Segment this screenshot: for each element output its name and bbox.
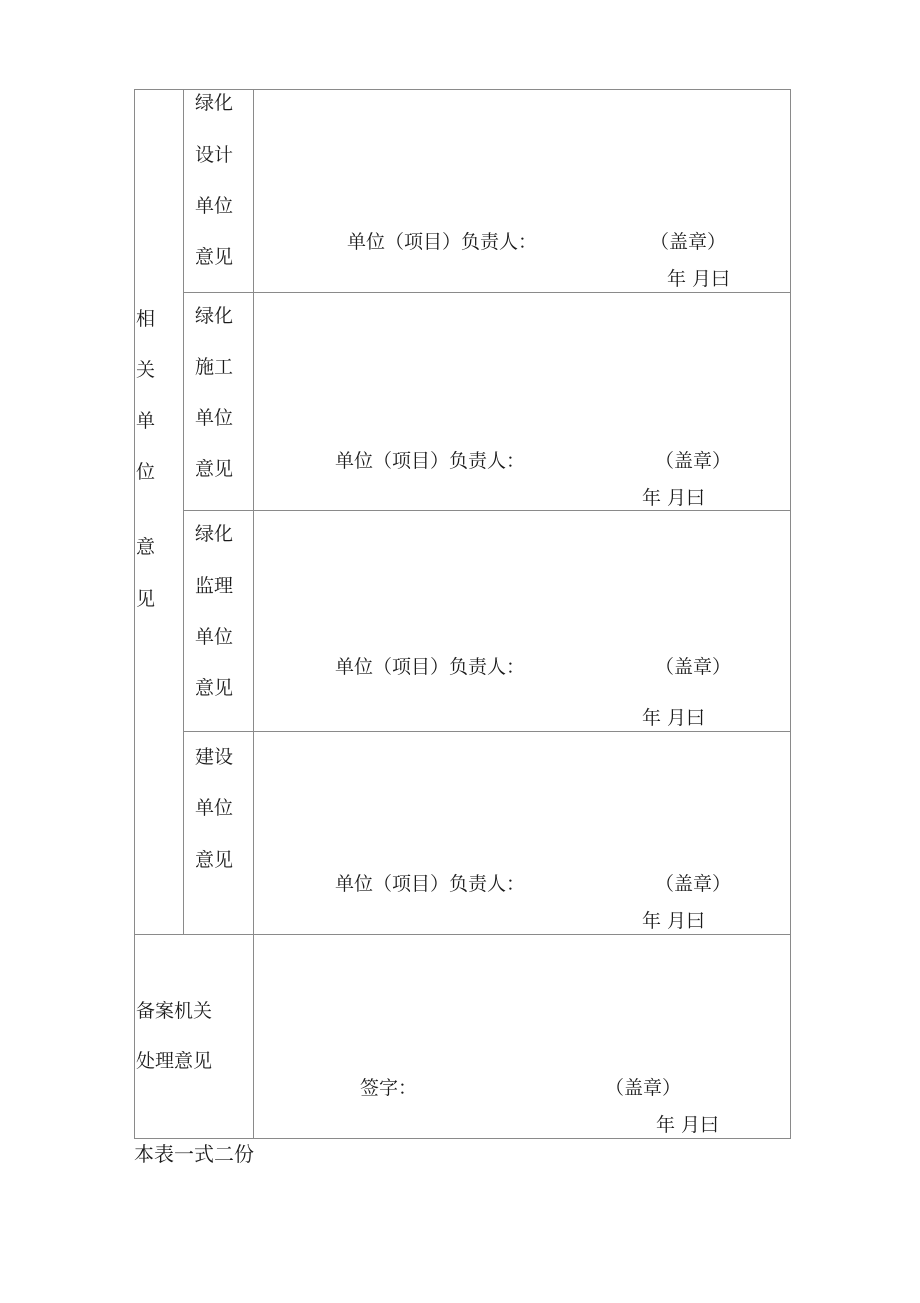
footer-note: 本表一式二份 (134, 1142, 254, 1166)
section-label-line: 意见 (195, 849, 234, 871)
date-label: 年 月曰 (667, 268, 731, 290)
section-label-line: 建设 (195, 746, 234, 768)
section-label-line: 绿化 (195, 305, 234, 327)
table-left-border (134, 89, 135, 1139)
date-label: 年 月曰 (642, 487, 706, 509)
section-label-line: 监理 (195, 575, 234, 597)
table-top-border (134, 89, 791, 90)
signer-label: 单位（项目）负责人： (335, 873, 526, 895)
signer-label: 单位（项目）负责人： (347, 231, 538, 253)
group-label-char: 位 (136, 461, 156, 483)
section-label-line: 意见 (195, 677, 234, 699)
seal-label: （盖章） (650, 231, 727, 253)
group-label-char: 见 (136, 588, 156, 610)
label-column-divider (253, 89, 254, 1139)
table-bottom-border (134, 1138, 791, 1139)
row-divider-4 (134, 934, 791, 935)
section-label-line: 意见 (195, 458, 234, 480)
date-label: 年 月曰 (642, 707, 706, 729)
section-label-line: 设计 (195, 144, 234, 166)
signer-label: 单位（项目）负责人： (335, 450, 526, 472)
row-divider-1 (183, 292, 791, 293)
group-column-divider (183, 89, 184, 935)
section-label-line: 单位 (195, 626, 234, 648)
signer-label: 单位（项目）负责人： (335, 656, 526, 678)
section-label-line: 绿化 (195, 523, 234, 545)
seal-label: （盖章） (655, 450, 732, 472)
row-divider-2 (183, 510, 791, 511)
group-label-char: 意 (136, 536, 156, 558)
date-label: 年 月曰 (656, 1114, 720, 1136)
section-label-line: 施工 (195, 356, 234, 378)
section-label-line: 意见 (195, 246, 234, 268)
group-label-char: 关 (136, 359, 156, 381)
signature-label: 签字： (360, 1077, 418, 1099)
seal-label: （盖章） (605, 1077, 682, 1099)
seal-label: （盖章） (655, 656, 732, 678)
section-label-line: 处理意见 (136, 1050, 213, 1072)
group-label-char: 相 (136, 308, 156, 330)
seal-label: （盖章） (655, 873, 732, 895)
section-label-line: 绿化 (195, 92, 234, 114)
date-label: 年 月曰 (642, 910, 706, 932)
section-label-line: 备案机关 (136, 1000, 213, 1022)
group-label-char: 单 (136, 410, 156, 432)
section-label-line: 单位 (195, 407, 234, 429)
section-label-line: 单位 (195, 797, 234, 819)
row-divider-3 (183, 731, 791, 732)
table-right-border (790, 89, 791, 1139)
section-label-line: 单位 (195, 195, 234, 217)
